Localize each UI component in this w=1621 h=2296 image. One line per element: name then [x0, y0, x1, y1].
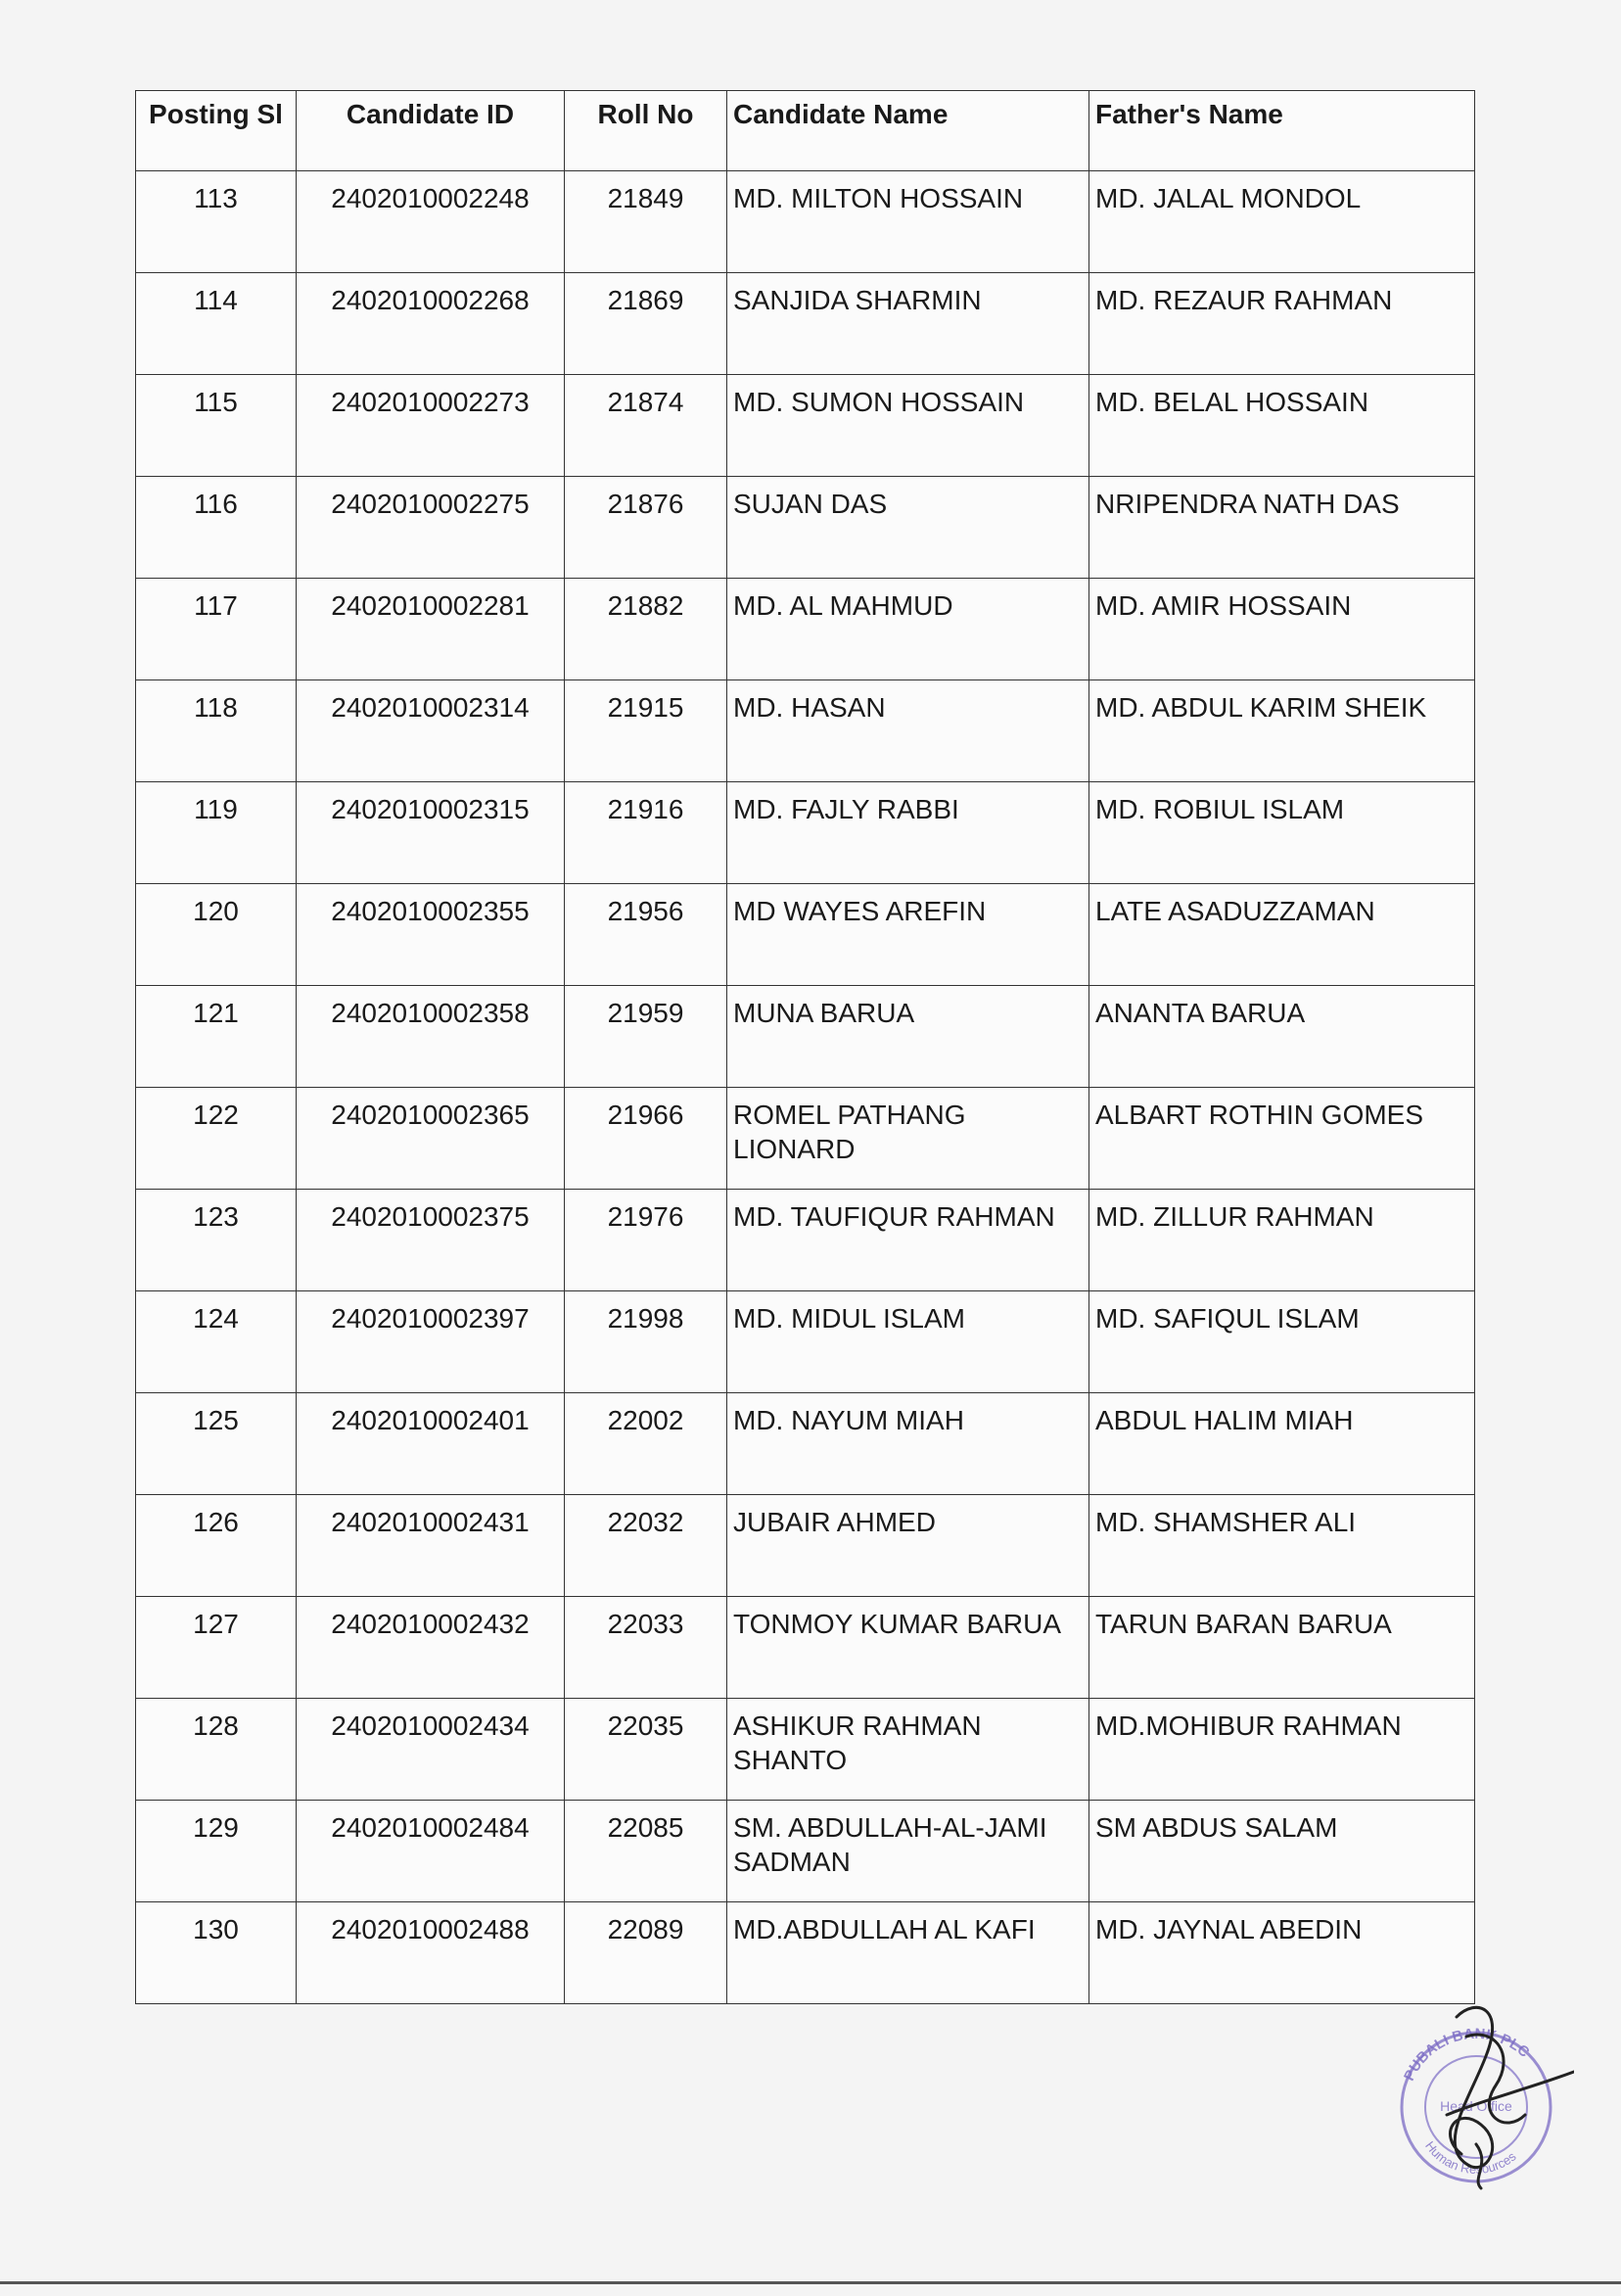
roll-no-cell: 21959 [565, 986, 727, 1088]
roll-no-cell: 22002 [565, 1393, 727, 1495]
table-row [136, 273, 1475, 375]
candidate-id-cell: 2402010002281 [297, 579, 565, 680]
roll-no-cell: 21849 [565, 171, 727, 273]
roll-no-cell: 21915 [565, 680, 727, 782]
fathers-name-cell: SM ABDUS SALAM [1089, 1801, 1475, 1902]
posting-sl-cell: 113 [136, 171, 297, 273]
candidate-name-cell: MD. TAUFIQUR RAHMAN [727, 1190, 1089, 1291]
candidate-name-cell: MD WAYES AREFIN [727, 884, 1089, 986]
posting-sl-cell: 118 [136, 680, 297, 782]
posting-sl-cell: 116 [136, 477, 297, 579]
table-row [136, 375, 1475, 477]
bank-seal-stamp [1378, 1997, 1574, 2193]
candidate-name-cell: SM. ABDULLAH-AL-JAMI SADMAN [727, 1801, 1089, 1902]
table-row [136, 782, 1475, 884]
svg-text:PUBALI BANK PLC: PUBALI BANK PLC [1401, 2025, 1533, 2084]
table-row [136, 1088, 1475, 1190]
candidate-name-cell: JUBAIR AHMED [727, 1495, 1089, 1597]
candidate-id-cell: 2402010002488 [297, 1902, 565, 2004]
roll-no-cell: 22085 [565, 1801, 727, 1902]
svg-text:Human Resources: Human Resources [1422, 2138, 1519, 2178]
header-posting-sl: Posting Sl [136, 91, 297, 171]
table-row [136, 171, 1475, 273]
candidate-id-cell: 2402010002268 [297, 273, 565, 375]
table-row [136, 1902, 1475, 2004]
table-row [136, 680, 1475, 782]
candidate-name-cell: MD. NAYUM MIAH [727, 1393, 1089, 1495]
posting-sl-cell: 117 [136, 579, 297, 680]
table-header-row [136, 91, 1475, 171]
fathers-name-cell: MD. ZILLUR RAHMAN [1089, 1190, 1475, 1291]
candidate-name-cell: MD. MILTON HOSSAIN [727, 171, 1089, 273]
roll-no-cell: 21876 [565, 477, 727, 579]
fathers-name-cell: MD. ABDUL KARIM SHEIK [1089, 680, 1475, 782]
candidate-id-cell: 2402010002397 [297, 1291, 565, 1393]
roll-no-cell: 21882 [565, 579, 727, 680]
candidate-name-cell: MD. HASAN [727, 680, 1089, 782]
header-candidate-name: Candidate Name [727, 91, 1089, 171]
candidate-id-cell: 2402010002375 [297, 1190, 565, 1291]
candidate-id-cell: 2402010002484 [297, 1801, 565, 1902]
roll-no-cell: 22035 [565, 1699, 727, 1801]
table-row [136, 884, 1475, 986]
candidate-id-cell: 2402010002314 [297, 680, 565, 782]
candidate-id-cell: 2402010002432 [297, 1597, 565, 1699]
posting-sl-cell: 124 [136, 1291, 297, 1393]
fathers-name-cell: MD. SHAMSHER ALI [1089, 1495, 1475, 1597]
posting-sl-cell: 127 [136, 1597, 297, 1699]
posting-sl-cell: 114 [136, 273, 297, 375]
fathers-name-cell: ALBART ROTHIN GOMES [1089, 1088, 1475, 1190]
posting-sl-cell: 129 [136, 1801, 297, 1902]
candidate-id-cell: 2402010002431 [297, 1495, 565, 1597]
posting-table [135, 90, 1475, 2004]
fathers-name-cell: TARUN BARAN BARUA [1089, 1597, 1475, 1699]
roll-no-cell: 22033 [565, 1597, 727, 1699]
header-fathers-name: Father's Name [1089, 91, 1475, 171]
candidate-id-cell: 2402010002275 [297, 477, 565, 579]
roll-no-cell: 21874 [565, 375, 727, 477]
table-row [136, 579, 1475, 680]
candidate-name-cell: SANJIDA SHARMIN [727, 273, 1089, 375]
fathers-name-cell: LATE ASADUZZAMAN [1089, 884, 1475, 986]
fathers-name-cell: NRIPENDRA NATH DAS [1089, 477, 1475, 579]
candidate-name-cell: MD. SUMON HOSSAIN [727, 375, 1089, 477]
posting-sl-cell: 128 [136, 1699, 297, 1801]
table-row [136, 986, 1475, 1088]
candidate-name-cell: ASHIKUR RAHMAN SHANTO [727, 1699, 1089, 1801]
candidate-id-cell: 2402010002315 [297, 782, 565, 884]
fathers-name-cell: MD. BELAL HOSSAIN [1089, 375, 1475, 477]
table-row [136, 1495, 1475, 1597]
candidate-name-cell: TONMOY KUMAR BARUA [727, 1597, 1089, 1699]
candidate-name-cell: MUNA BARUA [727, 986, 1089, 1088]
candidate-name-cell: MD. MIDUL ISLAM [727, 1291, 1089, 1393]
candidate-id-cell: 2402010002273 [297, 375, 565, 477]
roll-no-cell: 22089 [565, 1902, 727, 2004]
posting-sl-cell: 115 [136, 375, 297, 477]
table-row [136, 1190, 1475, 1291]
table-row [136, 1393, 1475, 1495]
posting-sl-cell: 122 [136, 1088, 297, 1190]
fathers-name-cell: MD. SAFIQUL ISLAM [1089, 1291, 1475, 1393]
header-roll-no: Roll No [565, 91, 727, 171]
candidate-name-cell: MD. FAJLY RABBI [727, 782, 1089, 884]
candidate-id-cell: 2402010002434 [297, 1699, 565, 1801]
fathers-name-cell: MD. ROBIUL ISLAM [1089, 782, 1475, 884]
table-row [136, 1699, 1475, 1801]
roll-no-cell: 21998 [565, 1291, 727, 1393]
roll-no-cell: 21956 [565, 884, 727, 986]
posting-sl-cell: 130 [136, 1902, 297, 2004]
candidate-id-cell: 2402010002401 [297, 1393, 565, 1495]
candidate-id-cell: 2402010002365 [297, 1088, 565, 1190]
posting-sl-cell: 120 [136, 884, 297, 986]
posting-sl-cell: 123 [136, 1190, 297, 1291]
roll-no-cell: 21916 [565, 782, 727, 884]
candidate-name-cell: MD. AL MAHMUD [727, 579, 1089, 680]
candidate-name-cell: MD.ABDULLAH AL KAFI [727, 1902, 1089, 2004]
fathers-name-cell: MD. REZAUR RAHMAN [1089, 273, 1475, 375]
roll-no-cell: 21976 [565, 1190, 727, 1291]
posting-sl-cell: 119 [136, 782, 297, 884]
roll-no-cell: 21869 [565, 273, 727, 375]
table-row [136, 1801, 1475, 1902]
roll-no-cell: 21966 [565, 1088, 727, 1190]
candidate-id-cell: 2402010002248 [297, 171, 565, 273]
bottom-rule [0, 2281, 1621, 2284]
table-row [136, 1291, 1475, 1393]
candidate-id-cell: 2402010002358 [297, 986, 565, 1088]
posting-sl-cell: 125 [136, 1393, 297, 1495]
candidate-id-cell: 2402010002355 [297, 884, 565, 986]
svg-text:Head Office: Head Office [1440, 2098, 1512, 2114]
posting-sl-cell: 121 [136, 986, 297, 1088]
table-row [136, 1597, 1475, 1699]
table-row [136, 477, 1475, 579]
fathers-name-cell: ANANTA BARUA [1089, 986, 1475, 1088]
candidate-name-cell: ROMEL PATHANG LIONARD [727, 1088, 1089, 1190]
roll-no-cell: 22032 [565, 1495, 727, 1597]
fathers-name-cell: MD.MOHIBUR RAHMAN [1089, 1699, 1475, 1801]
fathers-name-cell: MD. AMIR HOSSAIN [1089, 579, 1475, 680]
fathers-name-cell: ABDUL HALIM MIAH [1089, 1393, 1475, 1495]
header-candidate-id: Candidate ID [297, 91, 565, 171]
fathers-name-cell: MD. JALAL MONDOL [1089, 171, 1475, 273]
fathers-name-cell: MD. JAYNAL ABEDIN [1089, 1902, 1475, 2004]
candidate-name-cell: SUJAN DAS [727, 477, 1089, 579]
posting-sl-cell: 126 [136, 1495, 297, 1597]
